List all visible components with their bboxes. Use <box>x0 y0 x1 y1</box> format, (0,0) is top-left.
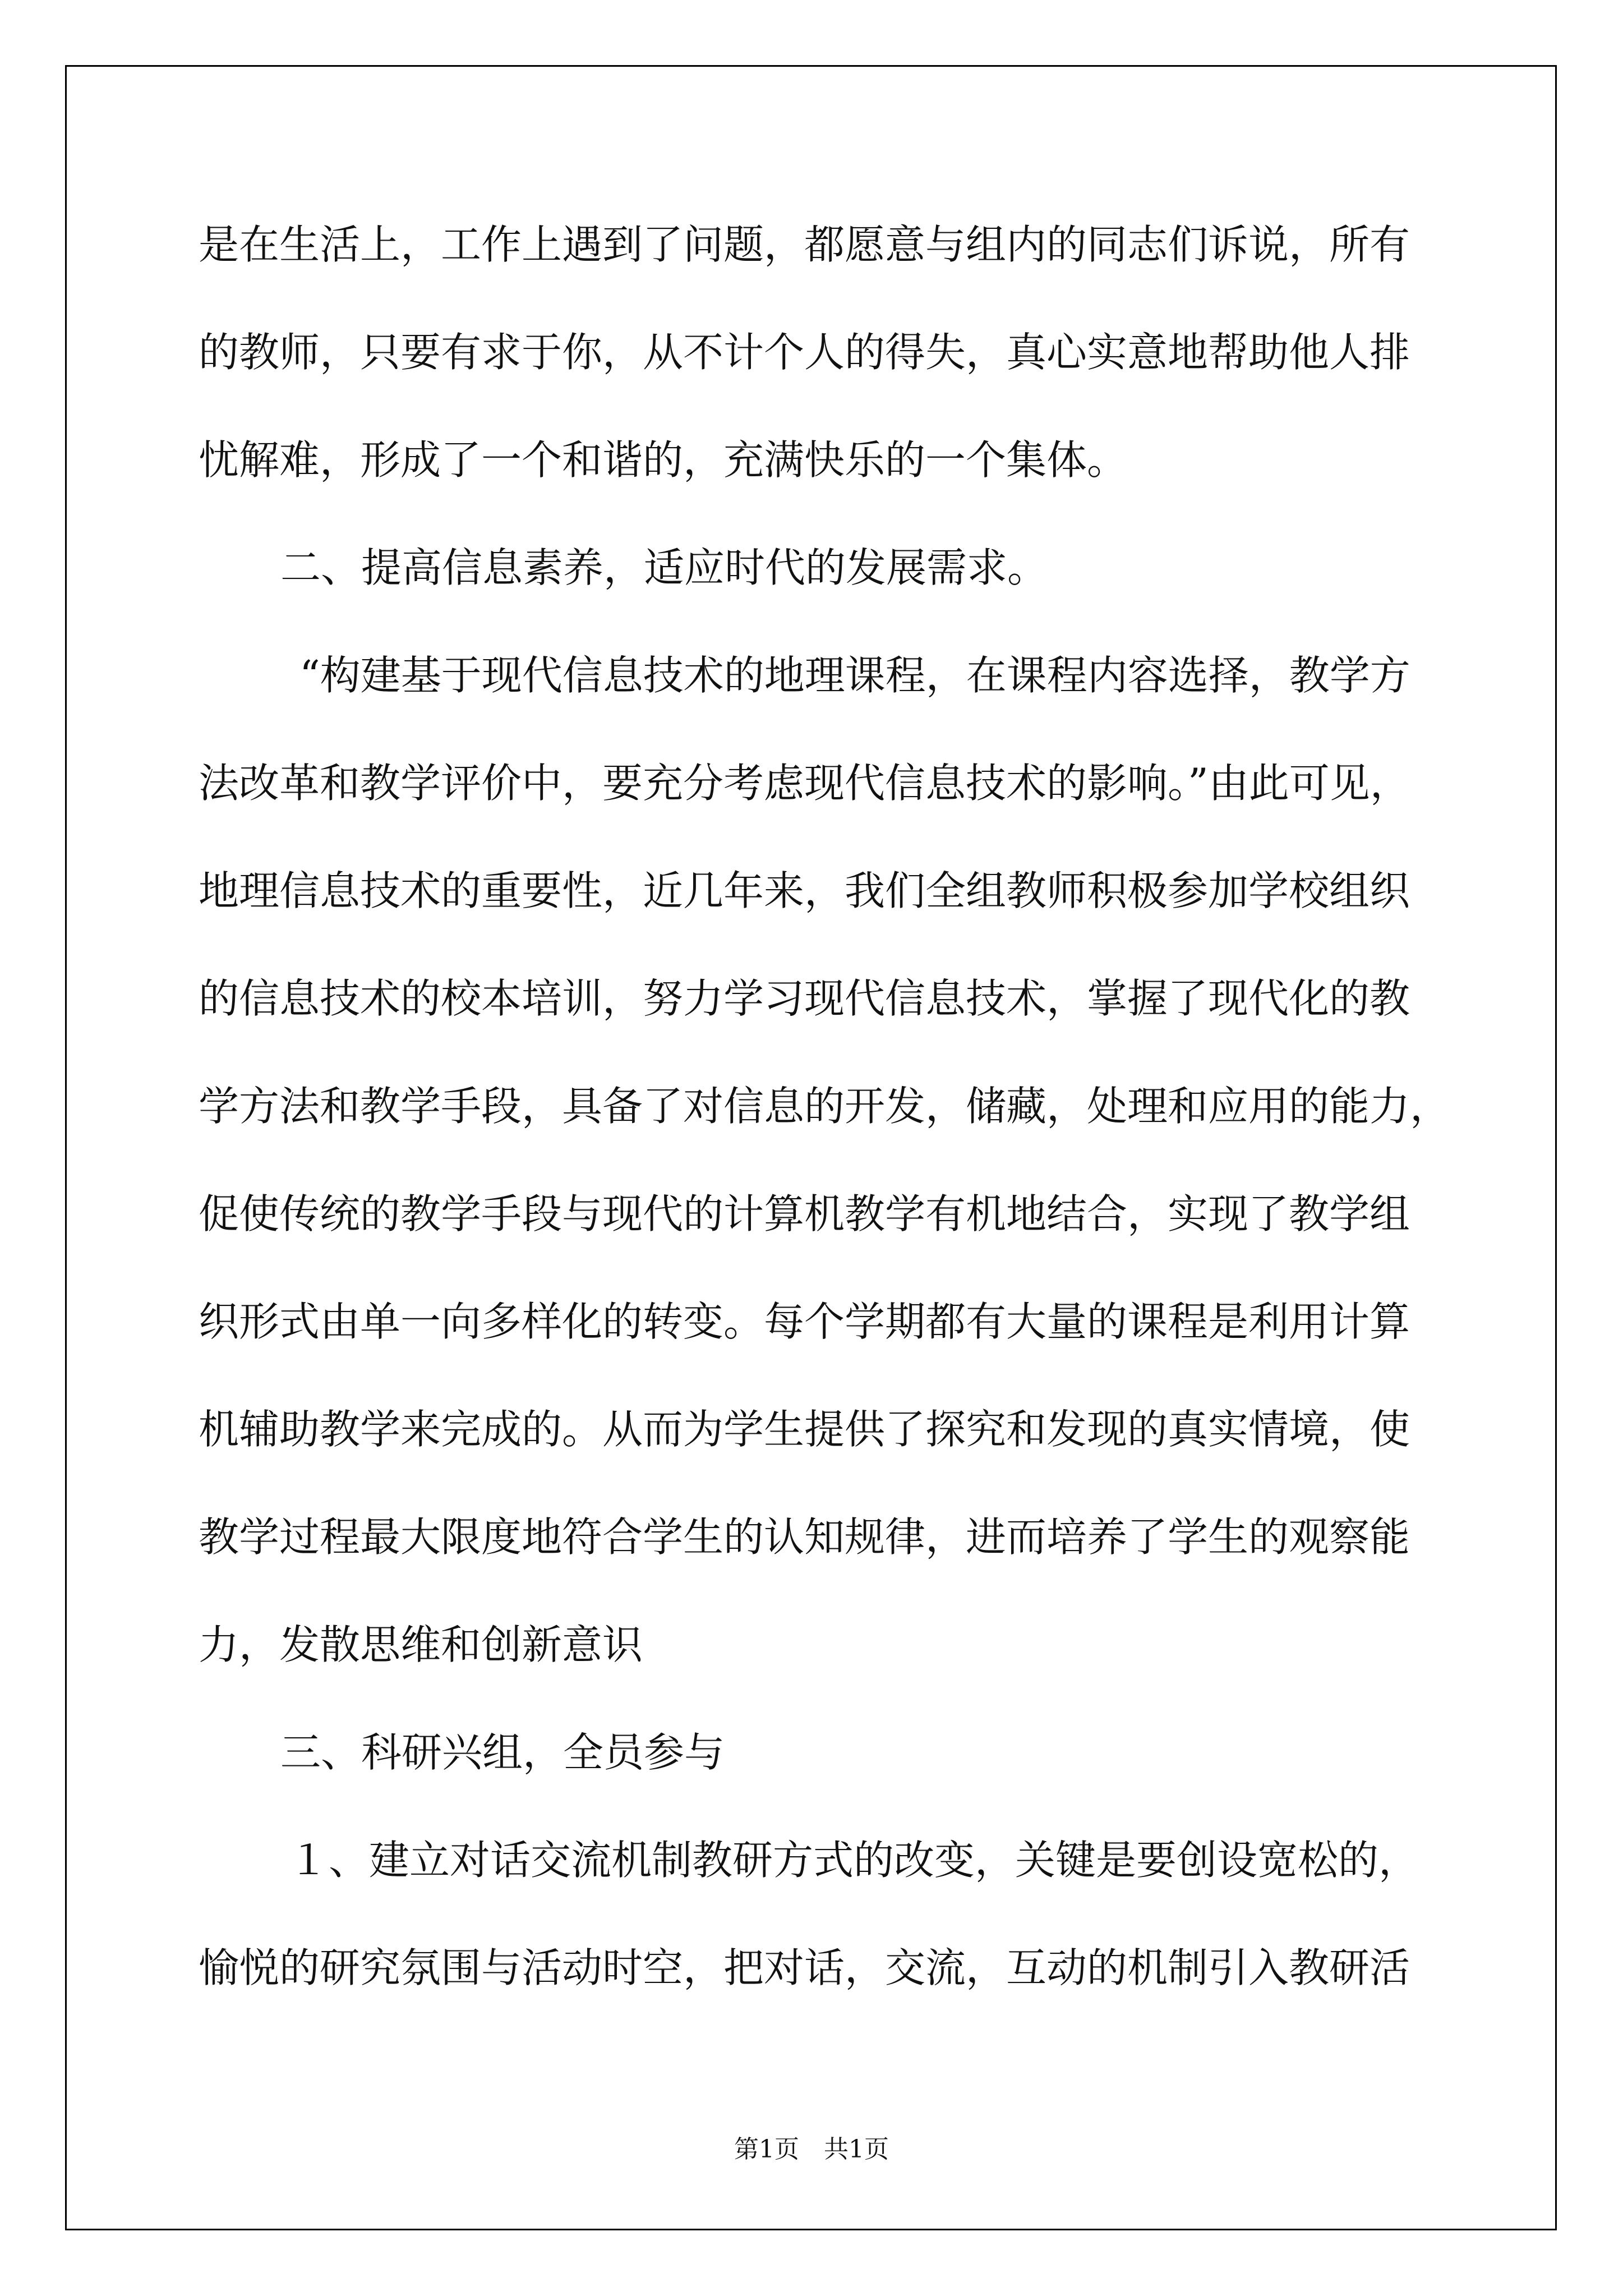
text-line-5: “构建基于现代信息技术的地理课程，在课程内容选择，教学方 <box>299 652 1410 699</box>
text-line-7: 地理信息技术的重要性，近几年来，我们全组教师积极参加学校组织 <box>199 867 1410 914</box>
text-line-16: １、建立对话交流机制教研方式的改变，关键是要创设宽松的， <box>288 1837 1419 1884</box>
text-line-13: 教学过程最大限度地符合学生的认知规律，进而培养了学生的观察能 <box>199 1513 1410 1561</box>
page-number-footer: 第1页 共1页 <box>734 2135 889 2164</box>
document-body <box>199 218 1451 2049</box>
text-line-3: 忧解难，形成了一个和谐的，充满快乐的一个集体。 <box>199 436 1128 484</box>
text-line-14: 力，发散思维和创新意识 <box>199 1621 643 1668</box>
text-line-9: 学方法和教学手段，具备了对信息的开发，储藏，处理和应用的能力， <box>199 1083 1451 1130</box>
text-line-8: 的信息技术的校本培训，努力学习现代信息技术，掌握了现代化的教 <box>199 975 1410 1022</box>
text-line-11: 织形式由单一向多样化的转变。每个学期都有大量的课程是利用计算 <box>199 1298 1410 1345</box>
text-line-1: 是在生活上，工作上遇到了问题，都愿意与组内的同志们诉说，所有 <box>199 221 1410 268</box>
section-heading-2: 二、提高信息素养，适应时代的发展需求。 <box>280 544 1048 591</box>
text-line-10: 促使传统的教学手段与现代的计算机教学有机地结合，实现了教学组 <box>199 1190 1410 1237</box>
text-line-2: 的教师，只要有求于你，从不计个人的得失，真心实意地帮助他人排 <box>199 329 1410 376</box>
text-line-12: 机辅助教学来完成的。从而为学生提供了探究和发现的真实情境，使 <box>199 1406 1410 1453</box>
text-line-17: 愉悦的研究氛围与活动时空，把对话，交流，互动的机制引入教研活 <box>199 1944 1410 1991</box>
text-line-6: 法改革和教学评价中，要充分考虑现代信息技术的影响。”由此可见， <box>199 760 1410 807</box>
section-heading-3: 三、科研兴组，全员参与 <box>280 1729 725 1776</box>
